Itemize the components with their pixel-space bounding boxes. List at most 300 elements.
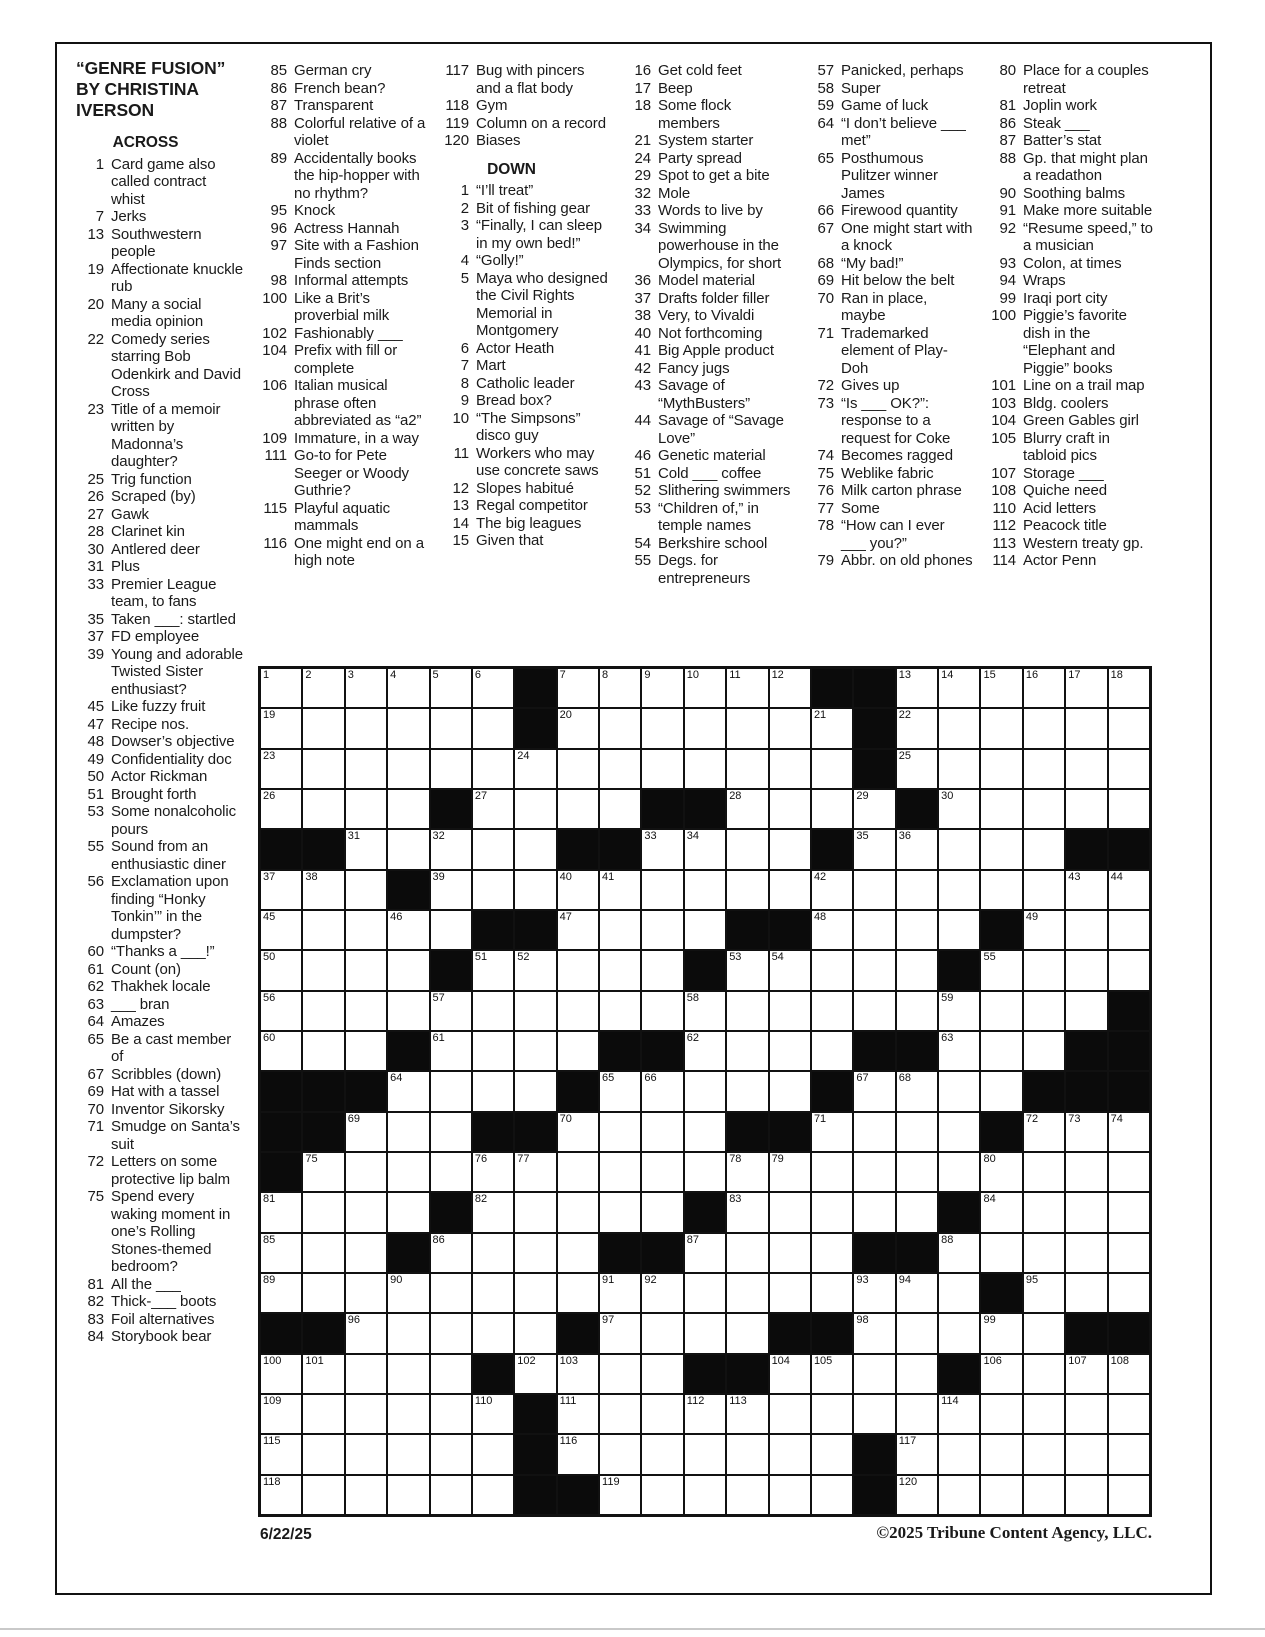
grid-cell[interactable] xyxy=(473,830,513,868)
grid-cell[interactable] xyxy=(515,1274,555,1312)
grid-cell[interactable] xyxy=(939,1113,979,1151)
grid-cell[interactable] xyxy=(1109,951,1149,989)
grid-cell[interactable] xyxy=(1024,1153,1064,1191)
grid-cell[interactable] xyxy=(770,1476,810,1514)
grid-cell[interactable] xyxy=(515,1153,555,1191)
grid-cell[interactable] xyxy=(1109,750,1149,788)
grid-cell[interactable] xyxy=(346,911,386,949)
grid-cell[interactable] xyxy=(642,709,682,747)
grid-cell[interactable] xyxy=(685,709,725,747)
grid-cell[interactable] xyxy=(558,1153,598,1191)
grid-cell[interactable] xyxy=(812,790,852,828)
grid-cell[interactable] xyxy=(303,911,343,949)
grid-cell[interactable] xyxy=(812,750,852,788)
grid-cell[interactable] xyxy=(727,1314,767,1352)
grid-cell[interactable] xyxy=(473,1274,513,1312)
grid-cell[interactable] xyxy=(346,1153,386,1191)
grid-cell[interactable] xyxy=(388,709,428,747)
grid-cell[interactable] xyxy=(770,1193,810,1231)
grid-cell[interactable] xyxy=(1024,830,1064,868)
grid-cell[interactable] xyxy=(431,1072,471,1110)
grid-cell[interactable] xyxy=(727,790,767,828)
grid-cell[interactable] xyxy=(600,1113,640,1151)
grid-cell[interactable] xyxy=(981,1072,1021,1110)
grid-cell[interactable] xyxy=(981,1234,1021,1272)
grid-cell[interactable] xyxy=(1024,1476,1064,1514)
grid-cell[interactable] xyxy=(770,1234,810,1272)
grid-cell[interactable] xyxy=(346,951,386,989)
grid-cell[interactable] xyxy=(897,1314,937,1352)
grid-cell[interactable] xyxy=(1109,1193,1149,1231)
grid-cell[interactable] xyxy=(303,669,343,707)
grid-cell[interactable] xyxy=(812,1113,852,1151)
grid-cell[interactable] xyxy=(939,1032,979,1070)
grid-cell[interactable] xyxy=(431,1274,471,1312)
grid-cell[interactable] xyxy=(261,750,301,788)
grid-cell[interactable] xyxy=(600,750,640,788)
grid-cell[interactable] xyxy=(1109,911,1149,949)
grid-cell[interactable] xyxy=(261,1476,301,1514)
grid-cell[interactable] xyxy=(642,1274,682,1312)
grid-cell[interactable] xyxy=(770,830,810,868)
grid-cell[interactable] xyxy=(558,1234,598,1272)
grid-cell[interactable] xyxy=(431,669,471,707)
grid-cell[interactable] xyxy=(431,1113,471,1151)
grid-cell[interactable] xyxy=(1024,1314,1064,1352)
grid-cell[interactable] xyxy=(812,709,852,747)
grid-cell[interactable] xyxy=(770,1435,810,1473)
grid-cell[interactable] xyxy=(854,1314,894,1352)
grid-cell[interactable] xyxy=(600,669,640,707)
grid-cell[interactable] xyxy=(685,1274,725,1312)
grid-cell[interactable] xyxy=(388,790,428,828)
grid-cell[interactable] xyxy=(1066,669,1106,707)
grid-cell[interactable] xyxy=(515,830,555,868)
grid-cell[interactable] xyxy=(939,1395,979,1433)
grid-cell[interactable] xyxy=(685,1234,725,1272)
grid-cell[interactable] xyxy=(431,992,471,1030)
grid-cell[interactable] xyxy=(431,709,471,747)
grid-cell[interactable] xyxy=(685,1476,725,1514)
grid-cell[interactable] xyxy=(685,871,725,909)
grid-cell[interactable] xyxy=(897,1395,937,1433)
grid-cell[interactable] xyxy=(897,1072,937,1110)
grid-cell[interactable] xyxy=(388,1193,428,1231)
grid-cell[interactable] xyxy=(431,1355,471,1393)
grid-cell[interactable] xyxy=(515,1193,555,1231)
grid-cell[interactable] xyxy=(812,911,852,949)
grid-cell[interactable] xyxy=(981,1395,1021,1433)
grid-cell[interactable] xyxy=(854,1274,894,1312)
grid-cell[interactable] xyxy=(303,1032,343,1070)
grid-cell[interactable] xyxy=(981,951,1021,989)
grid-cell[interactable] xyxy=(558,1274,598,1312)
grid-cell[interactable] xyxy=(770,992,810,1030)
grid-cell[interactable] xyxy=(473,1032,513,1070)
grid-cell[interactable] xyxy=(939,709,979,747)
grid-cell[interactable] xyxy=(854,1072,894,1110)
grid-cell[interactable] xyxy=(431,871,471,909)
grid-cell[interactable] xyxy=(685,992,725,1030)
grid-cell[interactable] xyxy=(1066,1435,1106,1473)
grid-cell[interactable] xyxy=(642,1113,682,1151)
grid-cell[interactable] xyxy=(558,992,598,1030)
grid-cell[interactable] xyxy=(1109,1476,1149,1514)
grid-cell[interactable] xyxy=(303,992,343,1030)
grid-cell[interactable] xyxy=(770,1072,810,1110)
grid-cell[interactable] xyxy=(642,1476,682,1514)
grid-cell[interactable] xyxy=(727,1435,767,1473)
grid-cell[interactable] xyxy=(431,1032,471,1070)
grid-cell[interactable] xyxy=(1024,1113,1064,1151)
grid-cell[interactable] xyxy=(346,1476,386,1514)
grid-cell[interactable] xyxy=(261,1032,301,1070)
grid-cell[interactable] xyxy=(770,669,810,707)
grid-cell[interactable] xyxy=(473,1193,513,1231)
grid-cell[interactable] xyxy=(642,1193,682,1231)
grid-cell[interactable] xyxy=(642,951,682,989)
grid-cell[interactable] xyxy=(600,1314,640,1352)
grid-cell[interactable] xyxy=(346,669,386,707)
grid-cell[interactable] xyxy=(558,709,598,747)
grid-cell[interactable] xyxy=(685,1032,725,1070)
grid-cell[interactable] xyxy=(261,951,301,989)
grid-cell[interactable] xyxy=(346,790,386,828)
grid-cell[interactable] xyxy=(1024,1032,1064,1070)
grid-cell[interactable] xyxy=(558,1395,598,1433)
grid-cell[interactable] xyxy=(431,1395,471,1433)
grid-cell[interactable] xyxy=(1066,1395,1106,1433)
grid-cell[interactable] xyxy=(1066,750,1106,788)
grid-cell[interactable] xyxy=(642,992,682,1030)
grid-cell[interactable] xyxy=(642,669,682,707)
grid-cell[interactable] xyxy=(600,911,640,949)
grid-cell[interactable] xyxy=(473,1435,513,1473)
grid-cell[interactable] xyxy=(642,830,682,868)
grid-cell[interactable] xyxy=(770,1274,810,1312)
grid-cell[interactable] xyxy=(600,951,640,989)
grid-cell[interactable] xyxy=(303,871,343,909)
grid-cell[interactable] xyxy=(727,1193,767,1231)
grid-cell[interactable] xyxy=(812,1435,852,1473)
grid-cell[interactable] xyxy=(812,1476,852,1514)
grid-cell[interactable] xyxy=(600,709,640,747)
grid-cell[interactable] xyxy=(939,911,979,949)
grid-cell[interactable] xyxy=(303,709,343,747)
grid-cell[interactable] xyxy=(727,1274,767,1312)
grid-cell[interactable] xyxy=(431,1435,471,1473)
grid-cell[interactable] xyxy=(770,1032,810,1070)
grid-cell[interactable] xyxy=(388,1395,428,1433)
grid-cell[interactable] xyxy=(897,1476,937,1514)
grid-cell[interactable] xyxy=(642,1435,682,1473)
grid-cell[interactable] xyxy=(727,750,767,788)
grid-cell[interactable] xyxy=(600,871,640,909)
grid-cell[interactable] xyxy=(558,790,598,828)
grid-cell[interactable] xyxy=(981,1435,1021,1473)
grid-cell[interactable] xyxy=(600,1072,640,1110)
grid-cell[interactable] xyxy=(642,911,682,949)
grid-cell[interactable] xyxy=(303,1435,343,1473)
grid-cell[interactable] xyxy=(939,1435,979,1473)
grid-cell[interactable] xyxy=(981,1476,1021,1514)
grid-cell[interactable] xyxy=(303,1476,343,1514)
grid-cell[interactable] xyxy=(303,1193,343,1231)
grid-cell[interactable] xyxy=(897,1355,937,1393)
grid-cell[interactable] xyxy=(1024,1435,1064,1473)
grid-cell[interactable] xyxy=(346,1314,386,1352)
grid-cell[interactable] xyxy=(473,1314,513,1352)
grid-cell[interactable] xyxy=(473,790,513,828)
grid-cell[interactable] xyxy=(473,992,513,1030)
grid-cell[interactable] xyxy=(939,1234,979,1272)
grid-cell[interactable] xyxy=(1109,1113,1149,1151)
grid-cell[interactable] xyxy=(558,911,598,949)
grid-cell[interactable] xyxy=(854,1153,894,1191)
grid-cell[interactable] xyxy=(685,1314,725,1352)
grid-cell[interactable] xyxy=(981,709,1021,747)
grid-cell[interactable] xyxy=(981,992,1021,1030)
grid-cell[interactable] xyxy=(981,669,1021,707)
grid-cell[interactable] xyxy=(1109,790,1149,828)
grid-cell[interactable] xyxy=(1066,1274,1106,1312)
grid-cell[interactable] xyxy=(473,709,513,747)
grid-cell[interactable] xyxy=(388,1476,428,1514)
grid-cell[interactable] xyxy=(600,1395,640,1433)
grid-cell[interactable] xyxy=(261,669,301,707)
grid-cell[interactable] xyxy=(897,1435,937,1473)
grid-cell[interactable] xyxy=(558,1193,598,1231)
grid-cell[interactable] xyxy=(431,1153,471,1191)
grid-cell[interactable] xyxy=(1024,1234,1064,1272)
grid-cell[interactable] xyxy=(346,1193,386,1231)
grid-cell[interactable] xyxy=(388,1153,428,1191)
grid-cell[interactable] xyxy=(600,992,640,1030)
grid-cell[interactable] xyxy=(770,790,810,828)
grid-cell[interactable] xyxy=(600,1476,640,1514)
grid-cell[interactable] xyxy=(685,1153,725,1191)
grid-cell[interactable] xyxy=(515,1314,555,1352)
grid-cell[interactable] xyxy=(1024,871,1064,909)
grid-cell[interactable] xyxy=(1066,1113,1106,1151)
grid-cell[interactable] xyxy=(981,1355,1021,1393)
grid-cell[interactable] xyxy=(981,790,1021,828)
grid-cell[interactable] xyxy=(1066,951,1106,989)
grid-cell[interactable] xyxy=(388,1355,428,1393)
grid-cell[interactable] xyxy=(261,1234,301,1272)
grid-cell[interactable] xyxy=(303,1234,343,1272)
grid-cell[interactable] xyxy=(1109,1395,1149,1433)
grid-cell[interactable] xyxy=(1024,1355,1064,1393)
grid-cell[interactable] xyxy=(515,871,555,909)
grid-cell[interactable] xyxy=(346,1435,386,1473)
grid-cell[interactable] xyxy=(473,1476,513,1514)
grid-cell[interactable] xyxy=(642,1072,682,1110)
grid-cell[interactable] xyxy=(600,1435,640,1473)
grid-cell[interactable] xyxy=(431,750,471,788)
grid-cell[interactable] xyxy=(727,1032,767,1070)
grid-cell[interactable] xyxy=(261,992,301,1030)
grid-cell[interactable] xyxy=(346,830,386,868)
grid-cell[interactable] xyxy=(939,1314,979,1352)
grid-cell[interactable] xyxy=(346,1234,386,1272)
grid-cell[interactable] xyxy=(558,1435,598,1473)
grid-cell[interactable] xyxy=(388,911,428,949)
grid-cell[interactable] xyxy=(431,911,471,949)
grid-cell[interactable] xyxy=(727,669,767,707)
grid-cell[interactable] xyxy=(1066,1234,1106,1272)
grid-cell[interactable] xyxy=(939,830,979,868)
grid-cell[interactable] xyxy=(897,1193,937,1231)
grid-cell[interactable] xyxy=(812,1395,852,1433)
grid-cell[interactable] xyxy=(939,790,979,828)
grid-cell[interactable] xyxy=(1109,1355,1149,1393)
grid-cell[interactable] xyxy=(939,1072,979,1110)
grid-cell[interactable] xyxy=(515,1355,555,1393)
grid-cell[interactable] xyxy=(685,830,725,868)
grid-cell[interactable] xyxy=(261,1274,301,1312)
grid-cell[interactable] xyxy=(897,951,937,989)
grid-cell[interactable] xyxy=(939,750,979,788)
grid-cell[interactable] xyxy=(1024,1395,1064,1433)
grid-cell[interactable] xyxy=(727,951,767,989)
grid-cell[interactable] xyxy=(515,1032,555,1070)
grid-cell[interactable] xyxy=(727,709,767,747)
grid-cell[interactable] xyxy=(812,1234,852,1272)
grid-cell[interactable] xyxy=(1066,992,1106,1030)
grid-cell[interactable] xyxy=(812,951,852,989)
grid-cell[interactable] xyxy=(303,1153,343,1191)
grid-cell[interactable] xyxy=(1109,1234,1149,1272)
grid-cell[interactable] xyxy=(854,992,894,1030)
grid-cell[interactable] xyxy=(303,1274,343,1312)
grid-cell[interactable] xyxy=(685,1113,725,1151)
grid-cell[interactable] xyxy=(261,1395,301,1433)
grid-cell[interactable] xyxy=(388,669,428,707)
grid-cell[interactable] xyxy=(854,1395,894,1433)
grid-cell[interactable] xyxy=(642,1395,682,1433)
grid-cell[interactable] xyxy=(1109,871,1149,909)
grid-cell[interactable] xyxy=(1109,1435,1149,1473)
grid-cell[interactable] xyxy=(854,1113,894,1151)
grid-cell[interactable] xyxy=(558,669,598,707)
grid-cell[interactable] xyxy=(388,1072,428,1110)
grid-cell[interactable] xyxy=(473,750,513,788)
grid-cell[interactable] xyxy=(515,992,555,1030)
grid-cell[interactable] xyxy=(770,1355,810,1393)
grid-cell[interactable] xyxy=(346,871,386,909)
grid-cell[interactable] xyxy=(473,1072,513,1110)
grid-cell[interactable] xyxy=(897,911,937,949)
grid-cell[interactable] xyxy=(854,871,894,909)
grid-cell[interactable] xyxy=(854,951,894,989)
grid-cell[interactable] xyxy=(854,1355,894,1393)
grid-cell[interactable] xyxy=(981,1314,1021,1352)
grid-cell[interactable] xyxy=(515,1234,555,1272)
grid-cell[interactable] xyxy=(600,790,640,828)
grid-cell[interactable] xyxy=(303,750,343,788)
grid-cell[interactable] xyxy=(812,871,852,909)
grid-cell[interactable] xyxy=(642,1314,682,1352)
grid-cell[interactable] xyxy=(346,1032,386,1070)
grid-cell[interactable] xyxy=(388,1314,428,1352)
grid-cell[interactable] xyxy=(812,1274,852,1312)
grid-cell[interactable] xyxy=(473,1153,513,1191)
grid-cell[interactable] xyxy=(473,669,513,707)
grid-cell[interactable] xyxy=(346,709,386,747)
grid-cell[interactable] xyxy=(303,951,343,989)
grid-cell[interactable] xyxy=(854,830,894,868)
grid-cell[interactable] xyxy=(685,669,725,707)
grid-cell[interactable] xyxy=(558,951,598,989)
grid-cell[interactable] xyxy=(261,871,301,909)
grid-cell[interactable] xyxy=(303,1395,343,1433)
grid-cell[interactable] xyxy=(642,750,682,788)
grid-cell[interactable] xyxy=(1109,1274,1149,1312)
grid-cell[interactable] xyxy=(1066,1355,1106,1393)
grid-cell[interactable] xyxy=(727,1153,767,1191)
grid-cell[interactable] xyxy=(515,790,555,828)
grid-cell[interactable] xyxy=(939,1274,979,1312)
grid-cell[interactable] xyxy=(1066,1153,1106,1191)
grid-cell[interactable] xyxy=(1024,992,1064,1030)
grid-cell[interactable] xyxy=(854,1193,894,1231)
grid-cell[interactable] xyxy=(1066,1476,1106,1514)
grid-cell[interactable] xyxy=(1024,750,1064,788)
grid-cell[interactable] xyxy=(685,750,725,788)
grid-cell[interactable] xyxy=(558,750,598,788)
grid-cell[interactable] xyxy=(346,1113,386,1151)
grid-cell[interactable] xyxy=(303,1355,343,1393)
grid-cell[interactable] xyxy=(388,992,428,1030)
grid-cell[interactable] xyxy=(897,871,937,909)
grid-cell[interactable] xyxy=(431,830,471,868)
grid-cell[interactable] xyxy=(558,871,598,909)
grid-cell[interactable] xyxy=(939,1476,979,1514)
grid-cell[interactable] xyxy=(1024,911,1064,949)
grid-cell[interactable] xyxy=(770,1395,810,1433)
grid-cell[interactable] xyxy=(770,1153,810,1191)
grid-cell[interactable] xyxy=(897,830,937,868)
grid-cell[interactable] xyxy=(727,830,767,868)
grid-cell[interactable] xyxy=(600,1355,640,1393)
grid-cell[interactable] xyxy=(1066,790,1106,828)
grid-cell[interactable] xyxy=(346,1355,386,1393)
grid-cell[interactable] xyxy=(939,669,979,707)
grid-cell[interactable] xyxy=(770,951,810,989)
grid-cell[interactable] xyxy=(812,1032,852,1070)
grid-cell[interactable] xyxy=(1109,1153,1149,1191)
grid-cell[interactable] xyxy=(600,1274,640,1312)
grid-cell[interactable] xyxy=(388,830,428,868)
grid-cell[interactable] xyxy=(981,750,1021,788)
grid-cell[interactable] xyxy=(981,1032,1021,1070)
grid-cell[interactable] xyxy=(473,1234,513,1272)
grid-cell[interactable] xyxy=(388,951,428,989)
grid-cell[interactable] xyxy=(770,871,810,909)
grid-cell[interactable] xyxy=(600,1193,640,1231)
grid-cell[interactable] xyxy=(473,951,513,989)
grid-cell[interactable] xyxy=(261,709,301,747)
grid-cell[interactable] xyxy=(642,1355,682,1393)
grid-cell[interactable] xyxy=(515,750,555,788)
grid-cell[interactable] xyxy=(515,951,555,989)
grid-cell[interactable] xyxy=(685,1395,725,1433)
grid-cell[interactable] xyxy=(854,790,894,828)
grid-cell[interactable] xyxy=(897,1153,937,1191)
grid-cell[interactable] xyxy=(431,1314,471,1352)
grid-cell[interactable] xyxy=(388,1274,428,1312)
